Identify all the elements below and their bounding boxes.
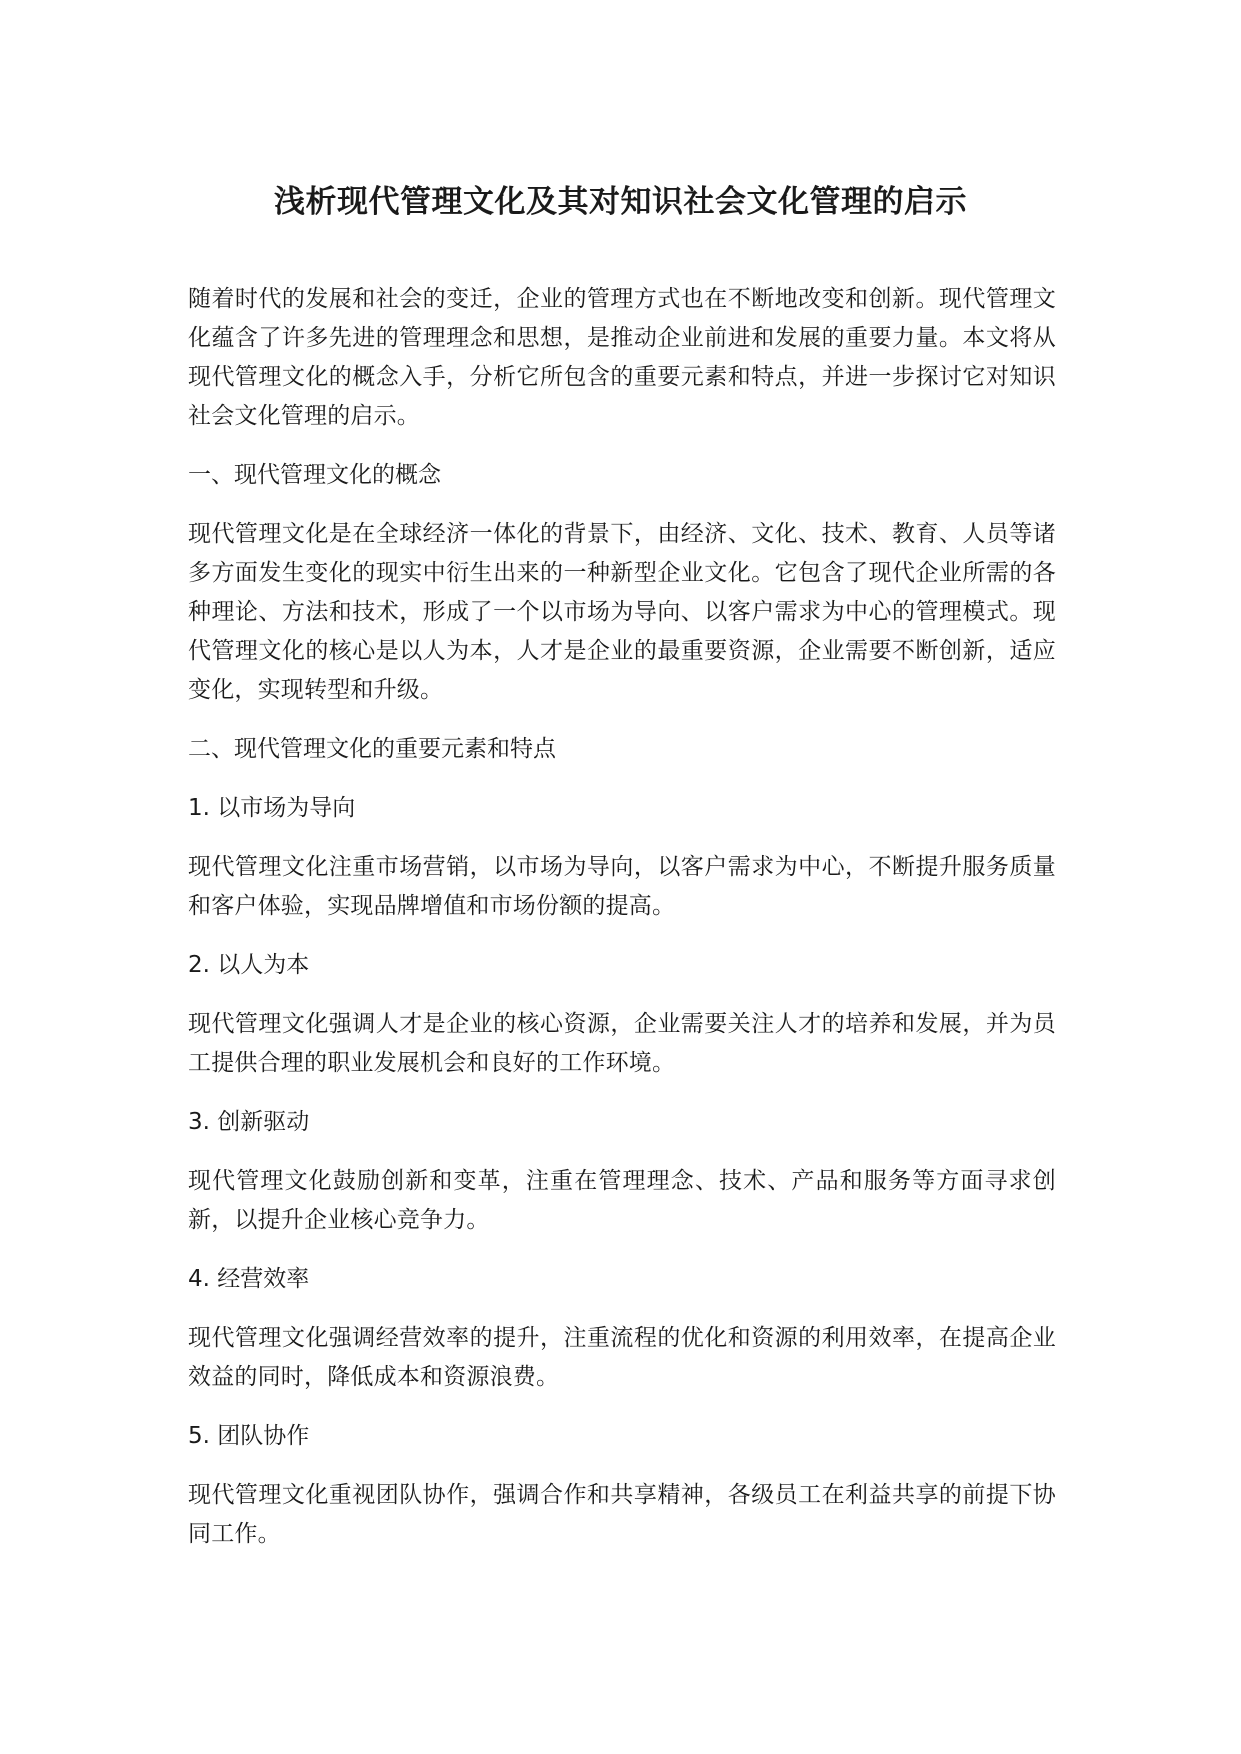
document-body <box>188 280 1056 1574</box>
subheading-innovation: 3. 创新驱动 <box>188 1109 310 1135</box>
subheading-market: 1. 以市场为导向 <box>188 795 356 821</box>
subheading-people: 2. 以人为本 <box>188 952 310 978</box>
subheading-efficiency: 4. 经营效率 <box>188 1266 310 1292</box>
market-paragraph: 现代管理文化注重市场营销，以市场为导向，以客户需求为中心，不断提升服务质量和客户体验，实现品牌增值和市场份额的提高。 <box>188 854 1056 919</box>
teamwork-paragraph: 现代管理文化重视团队协作，强调合作和共享精神，各级员工在利益共享的前提下协同工作。 <box>188 1482 1056 1547</box>
people-paragraph: 现代管理文化强调人才是企业的核心资源，企业需要关注人才的培养和发展，并为员工提供合理的职业发展机会和良好的工作环境。 <box>188 1011 1056 1076</box>
subheading-teamwork: 5. 团队协作 <box>188 1423 310 1449</box>
section-heading-concept: 一、现代管理文化的概念 <box>188 462 441 488</box>
section-heading-elements: 二、现代管理文化的重要元素和特点 <box>188 736 556 762</box>
document-title: 浅析现代管理文化及其对知识社会文化管理的启示 <box>274 184 967 220</box>
efficiency-paragraph: 现代管理文化强调经营效率的提升，注重流程的优化和资源的利用效率，在提高企业效益的同时，降低成本和资源浪费。 <box>188 1325 1056 1390</box>
intro-paragraph: 随着时代的发展和社会的变迁，企业的管理方式也在不断地改变和创新。现代管理文化蕴含了许多先进的管理理念和思想，是推动企业前进和发展的重要力量。本文将从现代管理文化的概念入手，分析它所包含的重要元素和特点，并进一步探讨它对知识社会文化管理的启示。 <box>188 286 1056 429</box>
innovation-paragraph: 现代管理文化鼓励创新和变革，注重在管理理念、技术、产品和服务等方面寻求创新，以提升企业核心竞争力。 <box>188 1168 1056 1233</box>
concept-paragraph: 现代管理文化是在全球经济一体化的背景下，由经济、文化、技术、教育、人员等诸多方面发生变化的现实中衍生出来的一种新型企业文化。它包含了现代企业所需的各种理论、方法和技术，形成了一个以市场为导向、以客户需求为中心的管理模式。现代管理文化的核心是以人为本，人才是企业的最重要资源，企业需要不断创新，适应变化，实现转型和升级。 <box>188 521 1056 703</box>
